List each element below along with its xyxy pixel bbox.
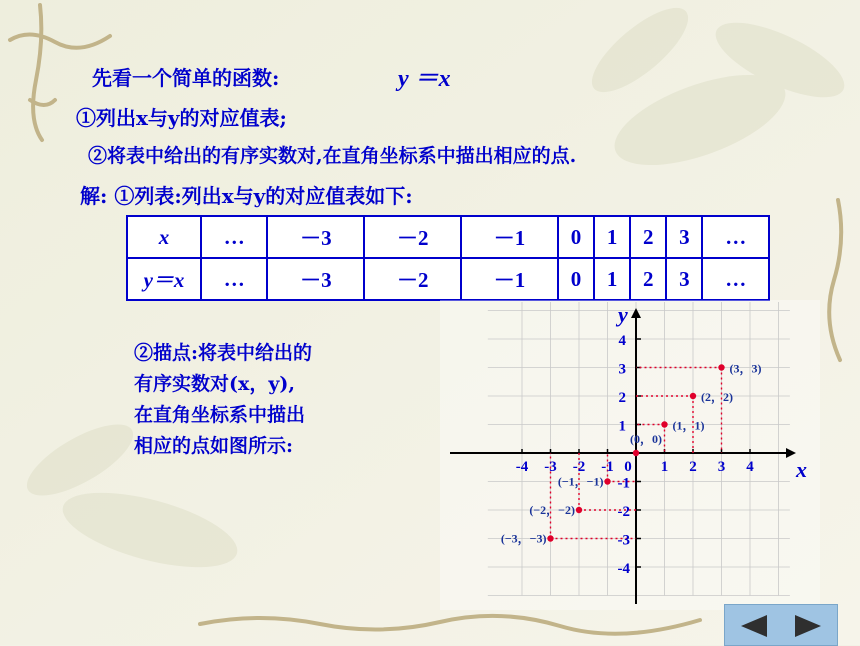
y-axis-label: y: [618, 302, 628, 327]
triangle-right-icon[interactable]: [791, 613, 825, 639]
table-cell: …: [201, 258, 267, 300]
data-point: [576, 507, 582, 513]
y-tick-label: -1: [617, 475, 630, 492]
y-tick-label: 2: [618, 390, 626, 406]
table-cell: －3: [267, 258, 364, 300]
data-point: [604, 478, 610, 484]
y-tick-label: -4: [617, 561, 630, 577]
intro-text: 先看一个简单的函数:: [92, 66, 280, 90]
table-cell: 3: [666, 258, 702, 300]
navigation-bar: [724, 604, 838, 646]
step-2-text: ②将表中给出的有序实数对,在直角坐标系中描出相应的点.: [88, 145, 577, 167]
table-row: [127, 258, 769, 300]
y-tick-label: 4: [618, 333, 626, 349]
point-label: (2，2): [701, 390, 733, 404]
point-label: (−1，−1): [557, 474, 604, 489]
x-tick-label: -4: [515, 459, 529, 475]
point-label: (1，1): [672, 418, 705, 433]
table-cell: …: [702, 216, 769, 258]
table-cell: 2: [630, 258, 666, 300]
data-point: [690, 393, 696, 399]
table-cell: …: [702, 258, 769, 300]
table-cell: 3: [666, 216, 702, 258]
plot-description: [134, 338, 312, 462]
table-cell: －1: [461, 258, 558, 300]
data-point: [633, 450, 639, 456]
x-tick-label: 2: [689, 459, 697, 475]
y-tick-label: -2: [617, 504, 630, 520]
y-tick-label: 3: [618, 361, 626, 378]
table-cell: 1: [594, 216, 630, 258]
coordinate-graph: [440, 300, 820, 610]
description-line: 相应的点如图所示:: [134, 435, 294, 457]
data-point: [547, 535, 553, 541]
table-cell: …: [201, 216, 267, 258]
table-header-cell: x: [127, 216, 201, 258]
table-cell: －2: [364, 216, 461, 258]
point-label: (3，3): [729, 361, 762, 376]
y-tick-label: -3: [617, 532, 630, 549]
table-cell: 0: [558, 258, 594, 300]
x-tick-label: -2: [572, 459, 586, 475]
table-cell: －1: [461, 216, 558, 258]
data-point: [661, 421, 667, 427]
y-tick-label: 1: [618, 418, 626, 435]
table-cell: －3: [267, 216, 364, 258]
table-cell: 1: [594, 258, 630, 300]
table-cell: 2: [630, 216, 666, 258]
x-axis-label: x: [796, 457, 807, 482]
triangle-left-icon[interactable]: [737, 613, 771, 639]
point-label: (0，0): [630, 432, 662, 446]
table-cell: －2: [364, 258, 461, 300]
point-label: (−2，−2): [529, 503, 575, 517]
x-tick-label: 3: [717, 459, 726, 475]
x-tick-label: 0: [624, 459, 632, 475]
step-1-text: ①列出x与y的对应值表;: [76, 106, 287, 130]
table-cell: 0: [558, 216, 594, 258]
solution-text: 解: ①列表:列出x与y的对应值表如下:: [80, 184, 413, 208]
description-line: ②描点:将表中给出的: [134, 342, 313, 364]
table-header-cell: y＝x: [127, 258, 201, 300]
point-label: (−3，−3): [500, 531, 547, 546]
value-table: [126, 215, 770, 301]
table-row: [127, 216, 769, 258]
data-point: [718, 364, 724, 370]
x-tick-label: 1: [660, 459, 669, 475]
x-tick-label: 4: [746, 459, 754, 475]
x-tick-label: -1: [601, 459, 614, 475]
description-line: 在直角坐标系中描出: [134, 404, 306, 426]
x-tick-label: -3: [544, 459, 557, 475]
function-formula: y ＝x: [398, 66, 451, 92]
description-line: 有序实数对(x，y),: [134, 373, 295, 395]
graph-background: [440, 300, 820, 610]
